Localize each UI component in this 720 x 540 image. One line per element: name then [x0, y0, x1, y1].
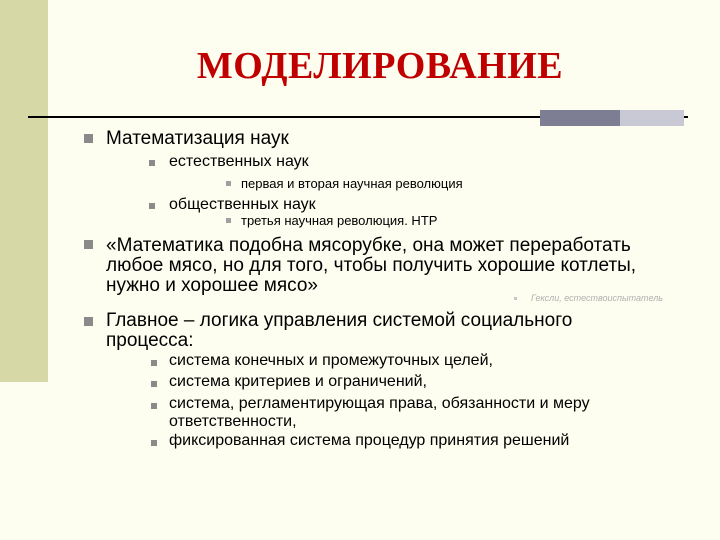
bullet-square-icon	[151, 403, 157, 409]
bullet-square-icon	[514, 297, 517, 300]
bullet-square-icon	[151, 440, 157, 446]
slide-title: МОДЕЛИРОВАНИЕ	[196, 45, 564, 87]
title-divider-block-dark	[540, 110, 620, 126]
bullet-square-icon	[226, 218, 231, 223]
quote-line-3: нужно и хорошее мясо»	[106, 275, 318, 296]
bullet-square-icon	[84, 240, 93, 249]
bullet-square-icon	[149, 203, 155, 209]
quote-line-2: любое мясо, но для того, чтобы получить хорошие котлеты,	[106, 255, 637, 276]
bullet-square-icon	[151, 360, 157, 366]
main-point-line-2: процесса:	[106, 330, 194, 351]
quote-attribution: Гексли, естествоиспытатель	[531, 293, 664, 303]
subsubitem-revolution-3: третья научная революция. НТР	[241, 213, 438, 228]
bullet-square-icon	[84, 317, 93, 326]
subitem-regulating-line-2: ответственности,	[169, 413, 297, 430]
main-point-line-1: Главное – логика управления системой социального	[106, 310, 573, 331]
bullet-square-icon	[151, 381, 157, 387]
subsubitem-revolution-1-2: первая и вторая научная революция	[241, 176, 463, 191]
title-divider-block-light	[620, 110, 684, 126]
bullet-square-icon	[149, 160, 155, 166]
bullet-square-icon	[226, 181, 231, 186]
subitem-social-sciences: общественных наук	[169, 196, 316, 213]
subitem-goals: система конечных и промежуточных целей,	[169, 352, 493, 369]
subitem-procedures: фиксированная система процедур принятия решений	[169, 432, 570, 449]
subitem-natural-sciences: естественных наук	[169, 153, 309, 170]
subitem-regulating-line-1: система, регламентирующая права, обязанности и меру	[169, 395, 590, 412]
bullet-square-icon	[84, 134, 93, 143]
subitem-criteria: система критериев и ограничений,	[169, 373, 427, 390]
quote-line-1: «Математика подобна мясорубке, она может переработать	[106, 235, 631, 256]
item-mathematization: Математизация наук	[106, 128, 289, 149]
